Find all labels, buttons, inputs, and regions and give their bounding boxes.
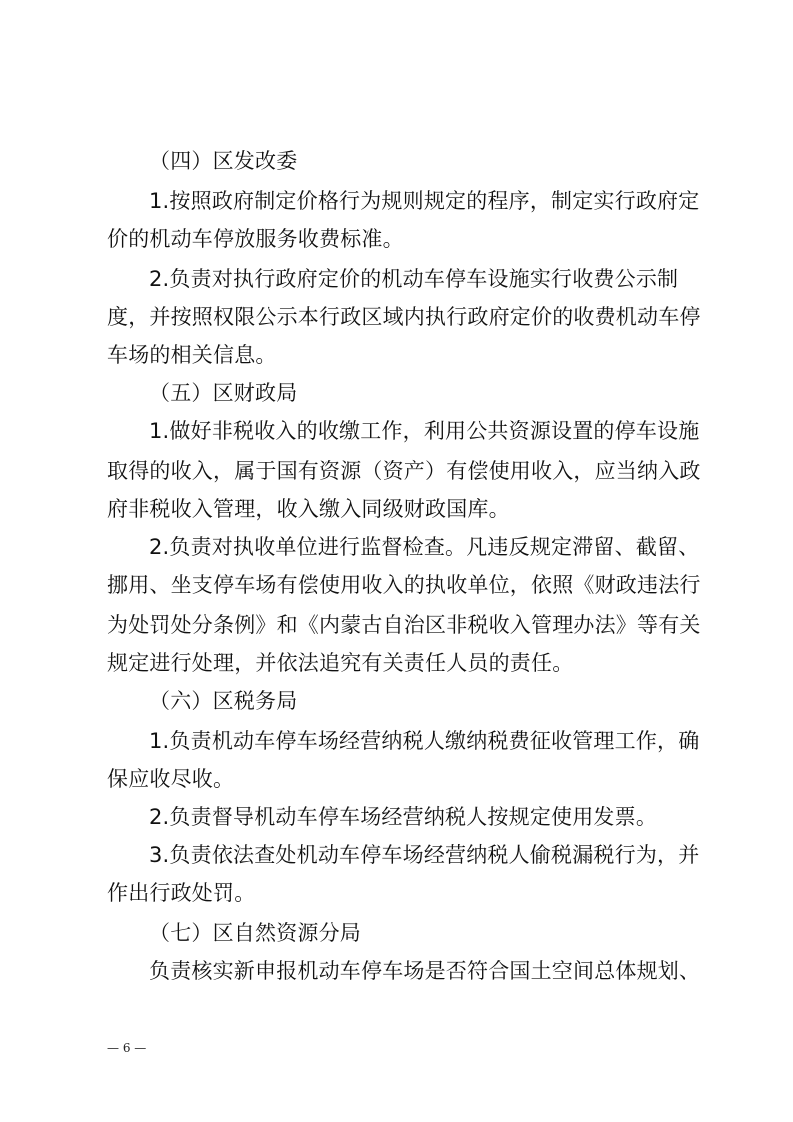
paragraph-line: 2.负责对执收单位进行监督检查。凡违反规定滞留、截留、 [149,535,700,559]
paragraph-line: 1.负责机动车停车场经营纳税人缴纳税费征收管理工作，确 [149,729,700,753]
paragraph-line: 作出行政处罚。 [107,881,256,905]
paragraph-line: 府非税收入管理，收入缴入同级财政国库。 [107,497,510,521]
paragraph-line: 负责核实新申报机动车停车场是否符合国土空间总体规划、 [149,959,701,983]
section-heading: （六）区税务局 [149,689,298,713]
paragraph-line: 为处罚处分条例》和《内蒙古自治区非税收入管理办法》等有关 [107,613,701,637]
section-heading: （四）区发改委 [149,149,298,173]
page-number: — 6 — [107,1041,147,1055]
paragraph-line: 1.做好非税收入的收缴工作，利用公共资源设置的停车设施 [149,419,700,443]
section-heading: （五）区财政局 [149,381,298,405]
paragraph-line: 车场的相关信息。 [107,343,277,367]
paragraph-line: 保应收尽收。 [107,767,235,791]
paragraph-line: 度，并按照权限公示本行政区域内执行政府定价的收费机动车停 [107,305,701,329]
paragraph-line: 挪用、坐支停车场有偿使用收入的执收单位，依照《财政违法行 [107,573,701,597]
paragraph-line: 2.负责督导机动车停车场经营纳税人按规定使用发票。 [149,805,658,829]
paragraph-line: 3.负责依法查处机动车停车场经营纳税人偷税漏税行为，并 [149,843,700,867]
paragraph-line: 规定进行处理，并依法追究有关责任人员的责任。 [107,651,574,675]
paragraph-line: 1.按照政府制定价格行为规则规定的程序，制定实行政府定 [149,189,700,213]
paragraph-line: 价的机动车停放服务收费标准。 [107,227,404,251]
paragraph-line: 2.负责对执行政府定价的机动车停车设施实行收费公示制 [149,267,679,291]
section-heading: （七）区自然资源分局 [149,921,361,945]
paragraph-line: 取得的收入，属于国有资源（资产）有偿使用收入，应当纳入政 [107,459,701,483]
